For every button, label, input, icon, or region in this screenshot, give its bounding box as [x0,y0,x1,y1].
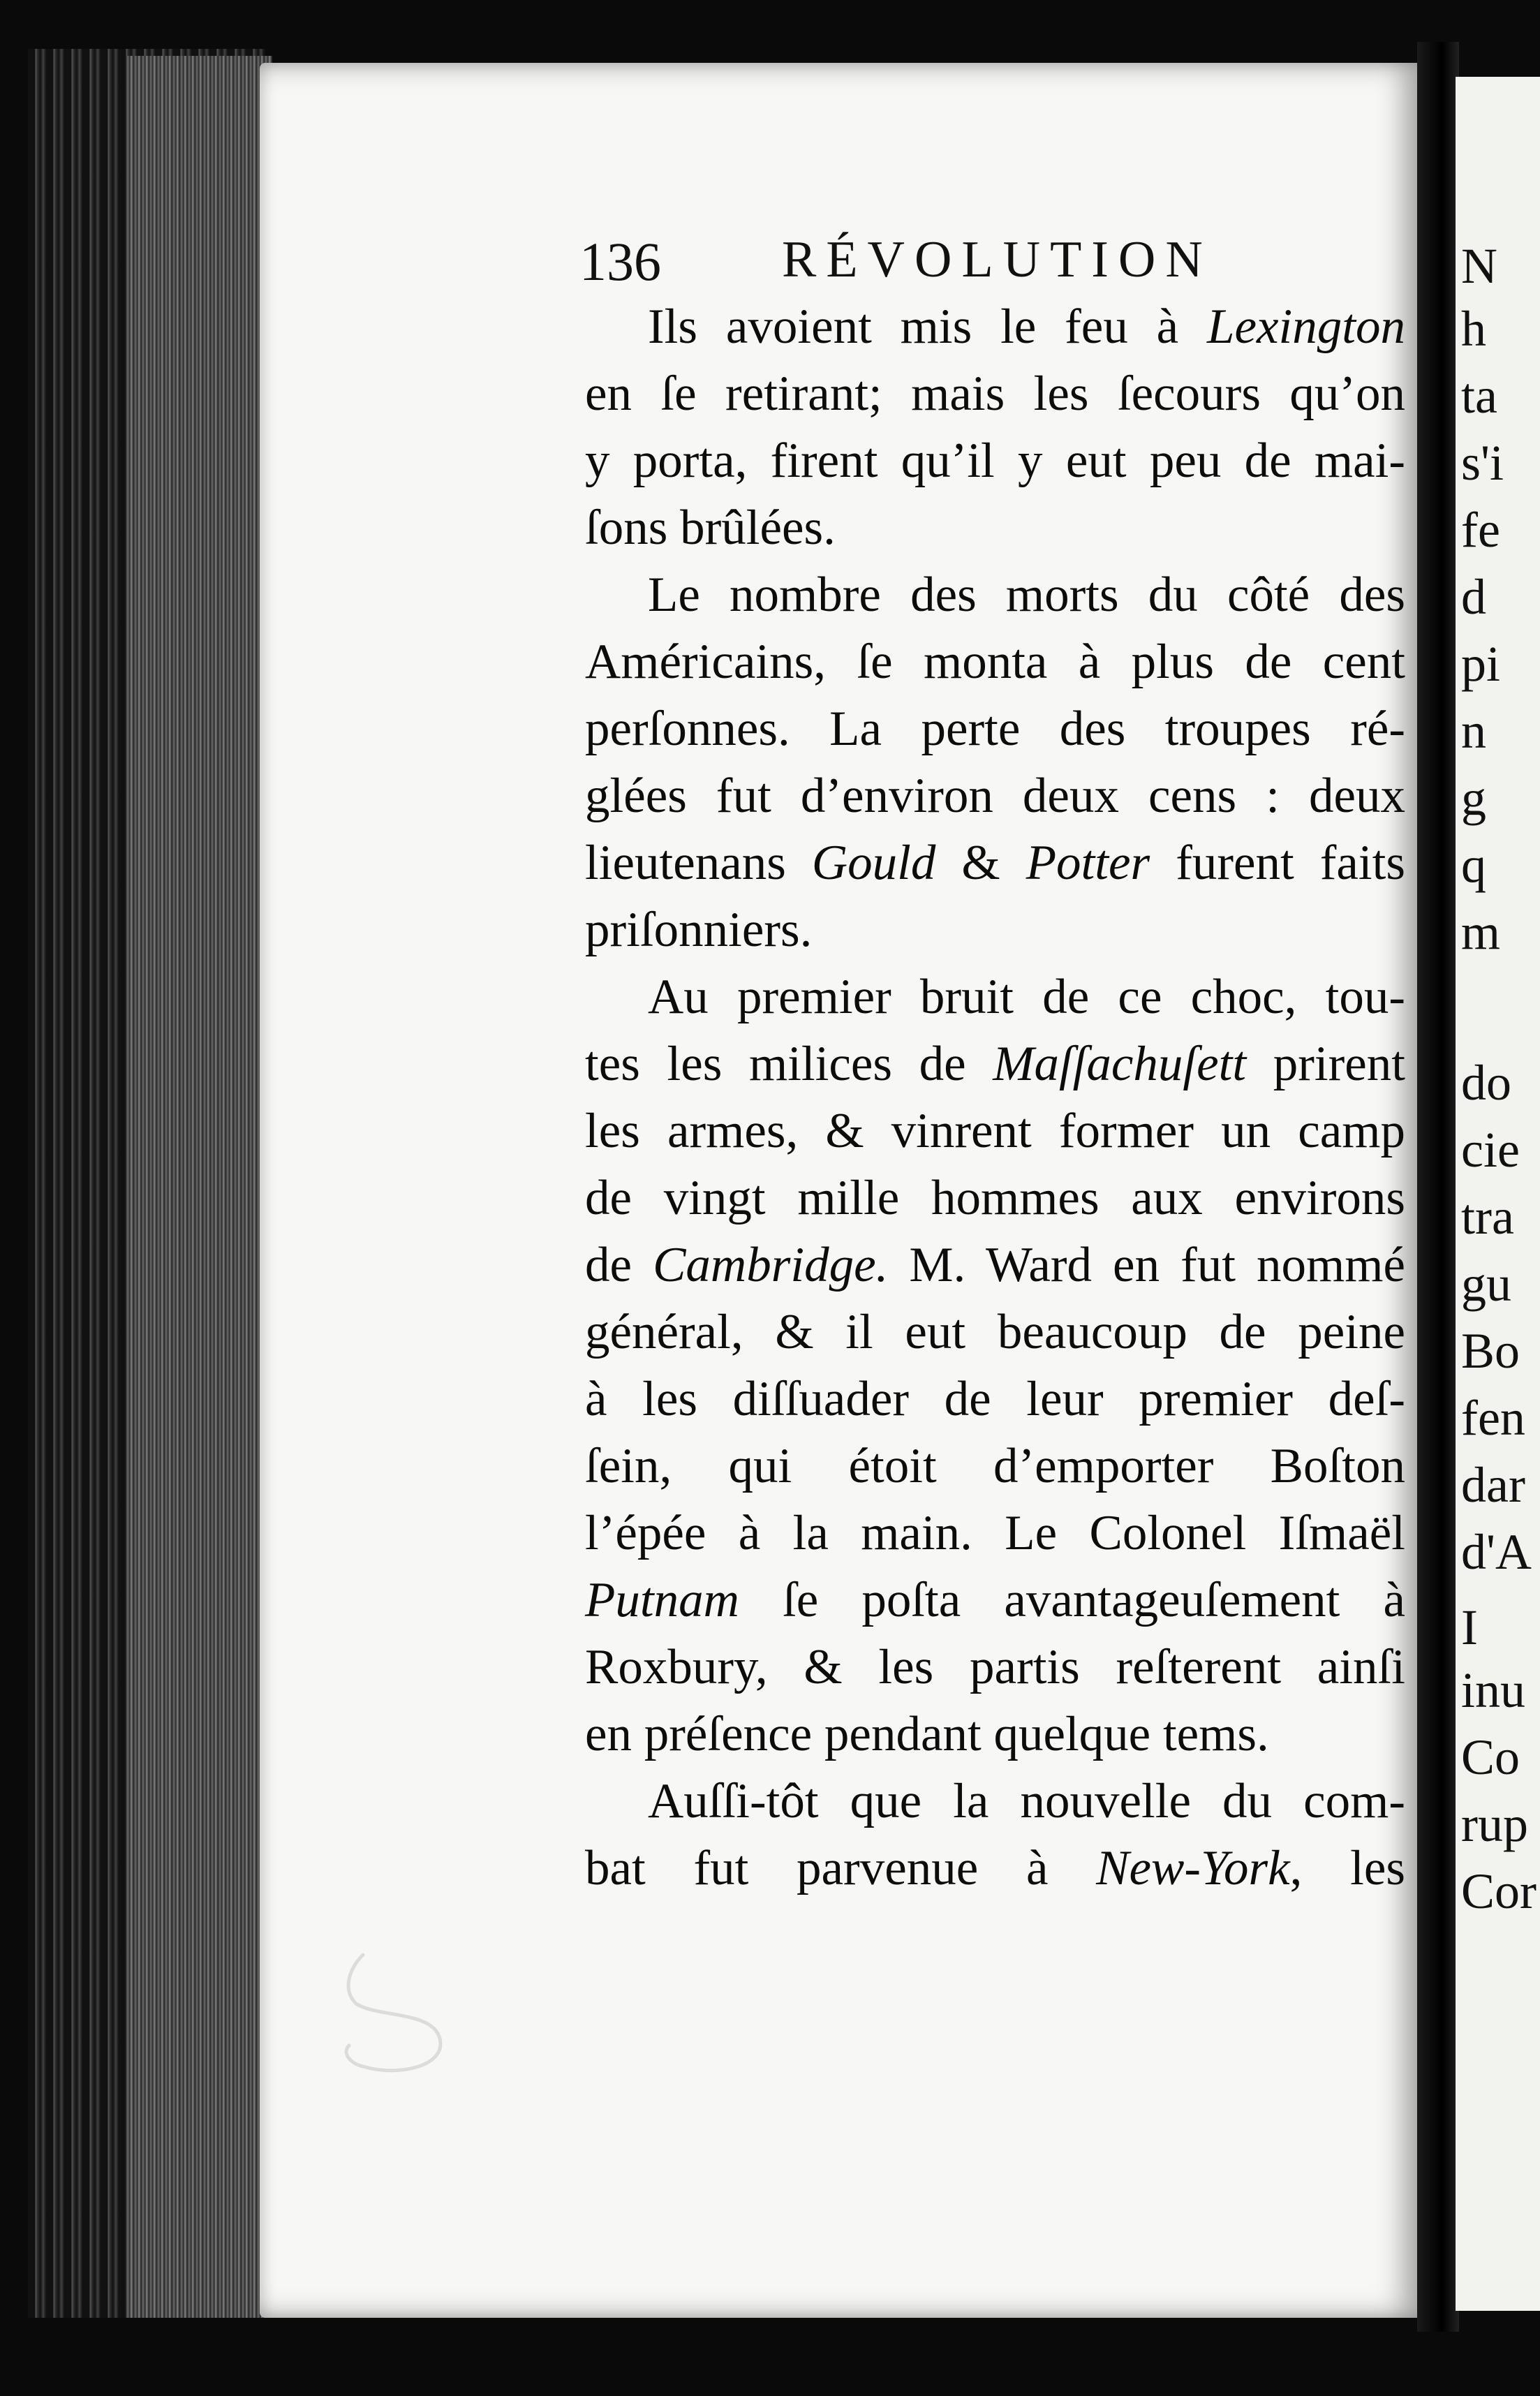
text-line: perſonnes. La perte des troupes ré- [585,702,1405,756]
text-line: ſons brûlées. [585,501,836,555]
facing-page-fragment: d [1461,569,1486,625]
book-gutter [1417,42,1459,2332]
facing-page-fragment: Cor [1461,1863,1537,1919]
text-line: glées fut d’environ deux cens : deux [585,769,1405,823]
ink-scribble-mark [335,1948,454,2080]
facing-page-fragment: I [1461,1599,1478,1655]
text-line: bat fut parvenue à New-York, les [585,1841,1405,1895]
text-line: en préſence pendant quelque tems. [585,1707,1269,1761]
text-line: Au premier bruit de ce choc, tou- [648,970,1405,1024]
facing-page-fragment: ta [1461,368,1497,424]
text-line: les armes, & vinrent former un camp [585,1104,1405,1158]
book-page-edges-inner [126,56,272,2318]
facing-page-fragment: s'i [1461,435,1504,491]
page-number: 136 [579,231,661,292]
facing-page-fragment: fen [1461,1390,1525,1446]
text-line: Roxbury, & les partis reſterent ainſi [585,1640,1405,1694]
page-title: RÉVOLUTION [782,231,1213,288]
facing-page-fragment: tra [1461,1189,1514,1245]
facing-page-fragment: pi [1461,636,1501,692]
facing-page-fragment: rup [1461,1796,1528,1852]
facing-page-fragment: Co [1461,1729,1520,1785]
facing-page-fragment: fe [1461,502,1500,558]
text-line: Auſſi-tôt que la nouvelle du com- [648,1774,1405,1828]
text-line: Putnam ſe poſta avantageuſement à [585,1573,1405,1627]
facing-page-fragment: inu [1461,1662,1526,1718]
text-line: ſein, qui étoit d’emporter Boſton [585,1439,1405,1493]
text-line: tes les milices de Maſſachuſett prirent [585,1037,1405,1091]
facing-page [1456,77,1540,2311]
facing-page-fragment: n [1461,703,1486,759]
text-line: lieutenans Gould & Potter furent faits [585,836,1405,890]
facing-page-fragment: N [1461,238,1497,294]
text-line: Ils avoient mis le feu à Lexington [648,300,1405,354]
facing-page-fragment: do [1461,1055,1511,1111]
text-line: y porta, firent qu’il y eut peu de mai- [585,434,1405,488]
running-head [579,230,1417,300]
text-line: priſonniers. [585,903,813,957]
text-line: Le nombre des morts du côté des [648,568,1405,622]
text-line: général, & il eut beaucoup de peine [585,1305,1405,1359]
text-line: de Cambridge. M. Ward en fut nommé [585,1238,1406,1292]
facing-page-fragment: d'A [1461,1524,1532,1580]
text-line: de vingt mille hommes aux environs [585,1171,1405,1225]
facing-page-fragment: gu [1461,1256,1511,1312]
facing-page-fragment: q [1461,837,1486,893]
text-line: à les diſſuader de leur premier deſ- [585,1372,1405,1426]
facing-page-fragment: h [1461,301,1486,357]
text-line: en ſe retirant; mais les ſecours qu’on [585,367,1405,421]
facing-page-fragment: Bo [1461,1323,1520,1379]
text-line: Américains, ſe monta à plus de cent [585,635,1405,689]
facing-page-fragment: cie [1461,1122,1520,1178]
facing-page-fragment: dar [1461,1457,1525,1513]
facing-page-fragment: g [1461,770,1486,826]
facing-page-fragment: m [1461,904,1501,960]
text-line: l’épée à la main. Le Colonel Iſmaël [585,1506,1405,1560]
